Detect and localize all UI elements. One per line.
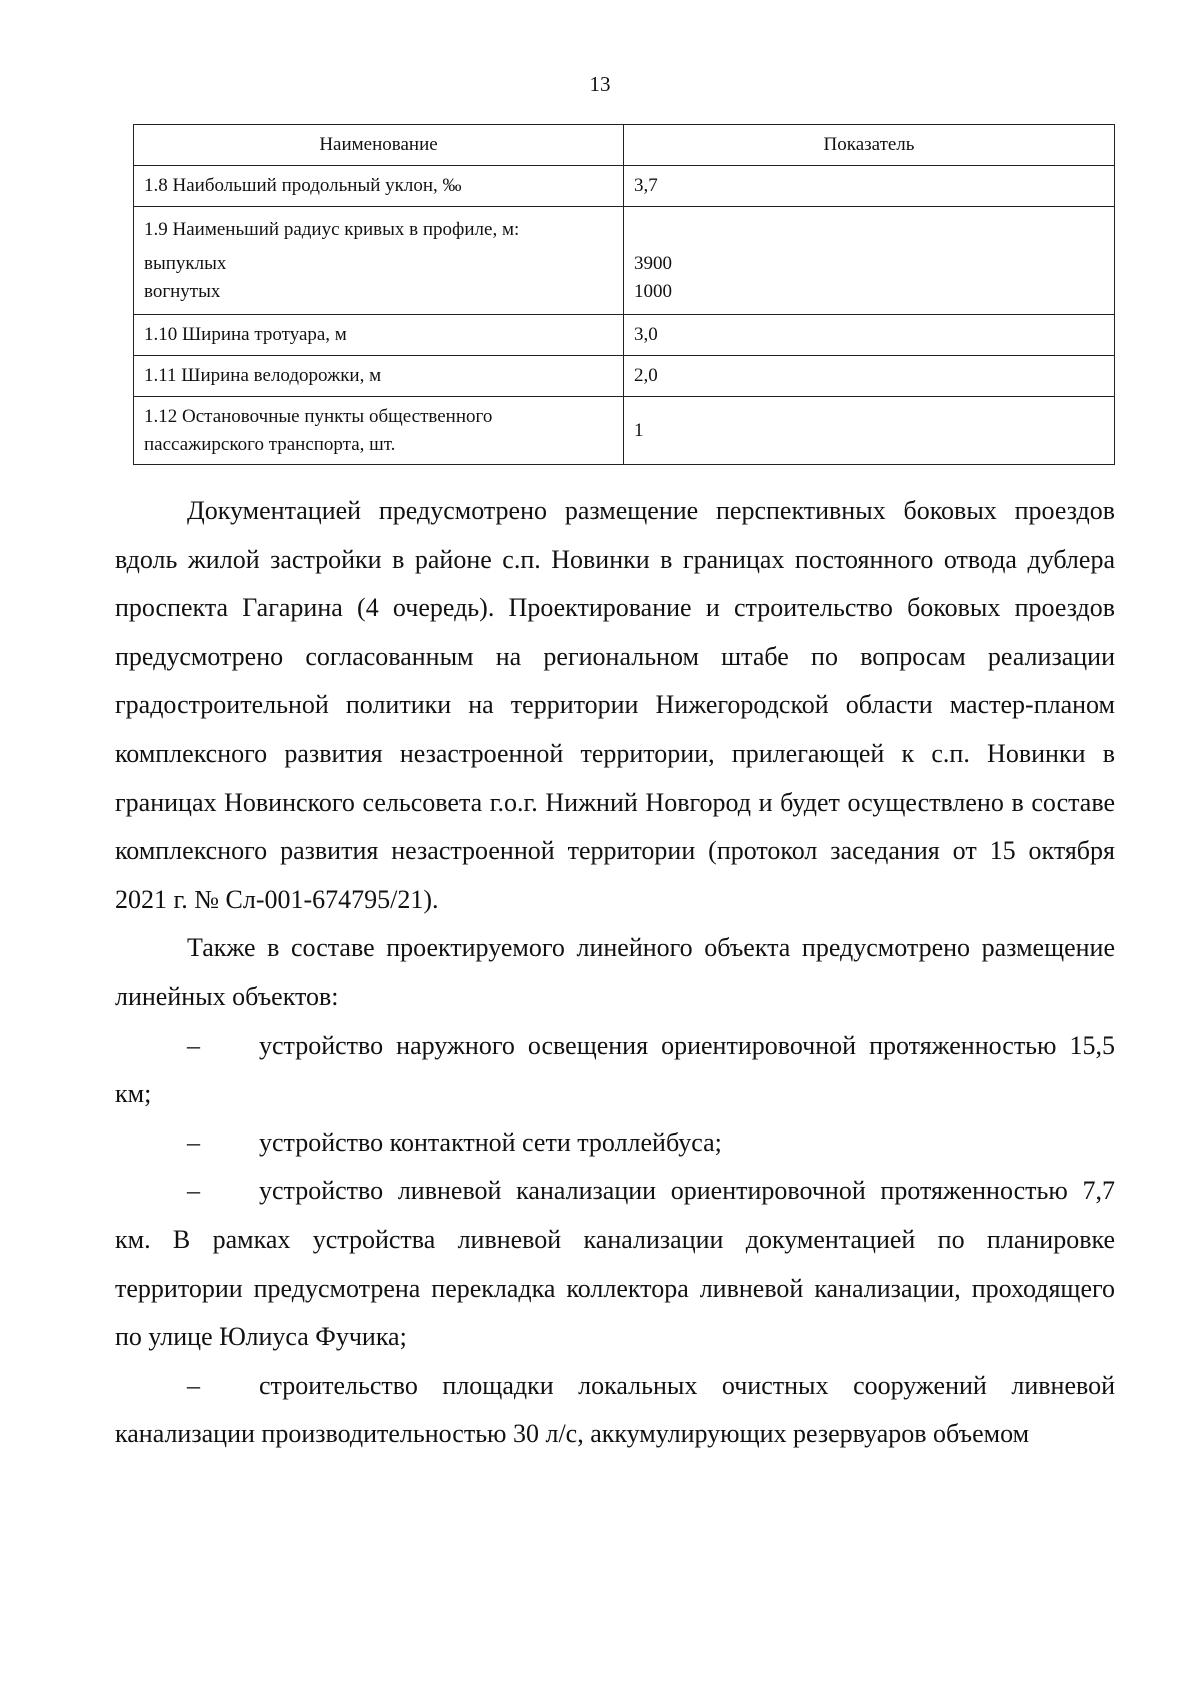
dash-marker: –: [187, 1030, 200, 1060]
row-name-cell: [134, 397, 624, 465]
list-item: [115, 1119, 1115, 1168]
list-item-text: устройство ливневой канализации ориентировочной протяженностью 7,7 км. В рамках устройства ливневой канализации документацией по планировке территории предусмотрена перекладка коллектора ливневой канализации, проходящего по улице Юлиуса Фучика;: [115, 1176, 1115, 1352]
row-name: пассажирского транспорта, шт.: [144, 433, 396, 455]
row-name: 1.8 Наибольший продольный уклон, ‰: [134, 166, 624, 207]
row-subname: вогнутых: [144, 280, 221, 302]
list-item: [115, 1362, 1115, 1459]
paragraph: Также в составе проектируемого линейного объекта предусмотрено размещение линейных объектов:: [115, 933, 1115, 1011]
parameters-table: [133, 124, 1115, 465]
list-item-text: устройство контактной сети троллейбуса;: [259, 1127, 722, 1157]
row-name: 1.11 Ширина велодорожки, м: [134, 356, 624, 397]
paragraph: Документацией предусмотрено размещение перспективных боковых проездов вдоль жилой застройки в районе с.п. Новинки в границах постоянного отвода дублера проспекта Гагарина (4 очередь). Проектирование и строительство боковых проездов предусмотрено согласованным на региональном штабе по вопросам реализации градостроительной политики на территории Нижегородской области мастер-планом комплексного развития незастроенной территории, прилегающей к с.п. Новинки в границах Новинского сельсовета г.о.г. Нижний Новгород и будет осуществлено в составе комплексного развития незастроенной территории (протокол заседания от 15 октября 2021 г. № Сл-001-674795/21).: [115, 496, 1115, 914]
row-name: 1.9 Наименьший радиус кривых в профиле, м:: [144, 218, 520, 240]
row-subname: выпуклых: [144, 252, 227, 274]
row-value: 3,0: [624, 315, 1115, 356]
row-value: 3900: [634, 252, 672, 274]
column-header-value: Показатель: [624, 125, 1115, 166]
list-item-text: строительство площадки локальных очистных сооружений ливневой канализации производительностью 30 л/с, аккумулирующих резервуаров объемом: [115, 1370, 1115, 1449]
list-item: [115, 1022, 1115, 1119]
table-row: [134, 356, 1115, 397]
row-value: 1: [624, 397, 1115, 465]
table-header-row: [134, 125, 1115, 166]
table-row: [134, 315, 1115, 356]
page-number: 13: [589, 72, 611, 96]
row-value: 1000: [634, 280, 672, 302]
list-item-text: устройство наружного освещения ориентировочной протяженностью 15,5 км;: [115, 1030, 1115, 1109]
row-value: 2,0: [624, 356, 1115, 397]
row-value: 3,7: [624, 166, 1115, 207]
table-row: [134, 207, 1115, 315]
row-name: 1.10 Ширина тротуара, м: [134, 315, 624, 356]
document-body: [115, 487, 1115, 1459]
list-item: [115, 1167, 1115, 1361]
dash-marker: –: [187, 1176, 200, 1206]
dash-marker: –: [187, 1370, 200, 1400]
row-value-cell: [624, 207, 1115, 315]
row-name: 1.12 Остановочные пункты общественного: [144, 405, 493, 427]
dash-marker: –: [187, 1127, 200, 1157]
column-header-name: Наименование: [134, 125, 624, 166]
table-row: [134, 397, 1115, 465]
row-name-cell: [134, 207, 624, 315]
table-row: [134, 166, 1115, 207]
